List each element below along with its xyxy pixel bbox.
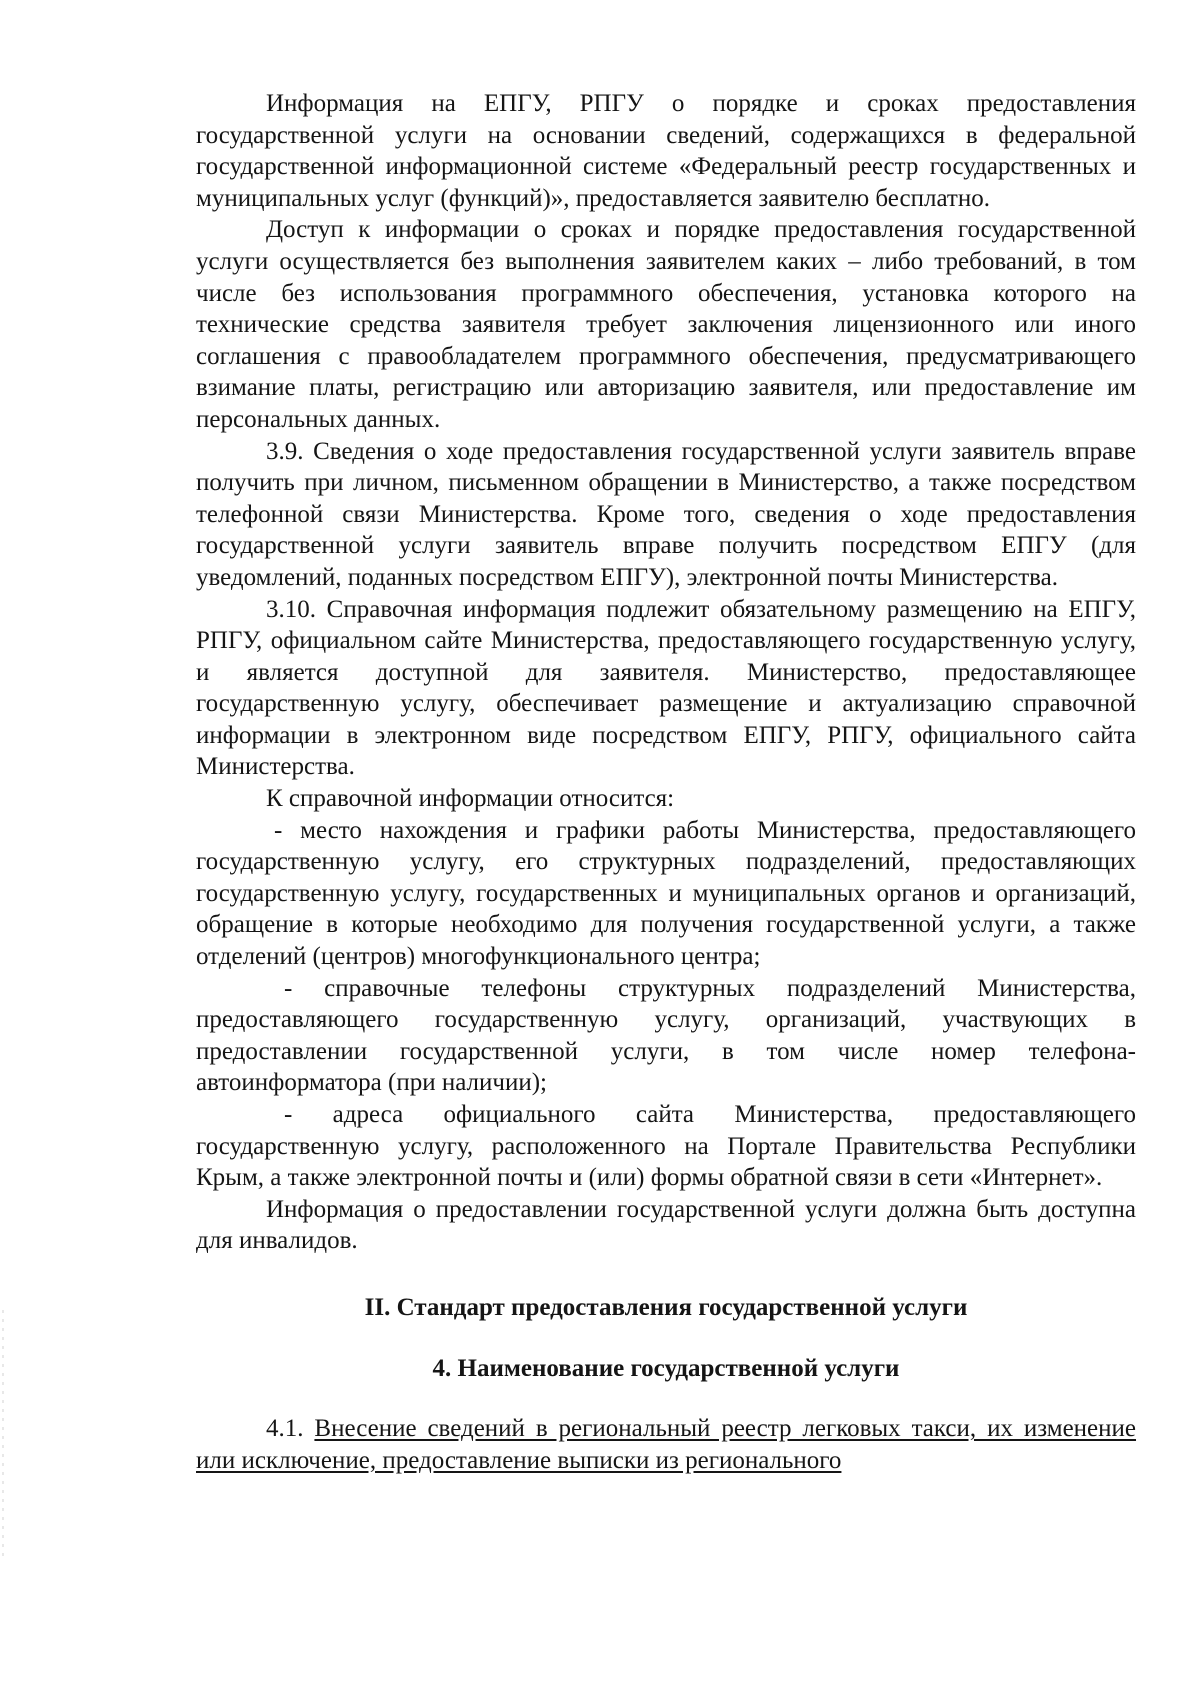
paragraph-accessibility: Информация о предоставлении государственной услуги должна быть доступна для инвалидов. xyxy=(196,1195,1136,1255)
underlined-service-name: Внесение сведений в региональный реестр легковых такси, их изменение или исключение, предоставление выписки из регионального xyxy=(196,1415,1137,1474)
paragraph-reference-intro: К справочной информации относится: xyxy=(266,785,675,813)
paragraph-4-1 xyxy=(196,1413,1136,1476)
paragraph-number: 4.1. xyxy=(266,1415,304,1443)
paragraph-epgu-info: Информация на ЕПГУ, РПГУ о порядке и сроках предоставления государственной услуги на основании сведений, содержащихся в федеральной государственной информационной системе «Федеральный реестр государственных и муниципальных услуг (функций)», предоставляется заявителю бесплатно. xyxy=(196,90,1136,212)
paragraph-3-9: 3.9. Сведения о ходе предоставления государственной услуги заявитель вправе получить при личном, письменном обращении в Министерство, а также посредством телефонной связи Министерства. Кроме того, сведения о ходе предоставления государственной услуги заявитель вправе получить посредством ЕПГУ (для уведомлений, поданных посредством ЕПГУ), электронной почты Министерства. xyxy=(196,437,1136,591)
paragraph-3-10: 3.10. Справочная информация подлежит обязательному размещению на ЕПГУ, РПГУ, официальном сайте Министерства, предоставляющего государственную услугу, и является доступной для заявителя. Министерство, предоставляющее государственную услугу, обеспечивает размещение и актуализацию справочной информации в электронном виде посредством ЕПГУ, РПГУ, официального сайта Министерства. xyxy=(196,595,1136,781)
list-item-phones: - справочные телефоны структурных подразделений Министерства, предоставляющего государственную услугу, организаций, участвующих в предоставлении государственной услуги, в том числе номер телефона-автоинформатора (при наличии); xyxy=(196,974,1136,1097)
section-heading: II. Стандарт предоставления государственной услуги xyxy=(364,1293,968,1321)
document-page xyxy=(196,88,1136,1476)
subsection-heading: 4. Наименование государственной услуги xyxy=(432,1354,900,1382)
scan-edge-artifact xyxy=(2,1310,4,1560)
list-item-location: - место нахождения и графики работы Министерства, предоставляющего государственную услугу, его структурных подразделений, предоставляющих государственную услугу, государственных и муниципальных органов и организаций, обращение в которые необходимо для получения государственной услуги, а также отделений (центров) многофункционального центра; xyxy=(196,816,1136,971)
paragraph-access-info: Доступ к информации о сроках и порядке предоставления государственной услуги осуществляется без выполнения заявителем каких – либо требований, в том числе без использования программного обеспечения, установка которого на технические средства заявителя требует заключения лицензионного или иного соглашения с правообладателем программного обеспечения, предусматривающего взимание платы, регистрацию или авторизацию заявителя, или предоставление им персональных данных. xyxy=(196,216,1136,433)
list-item-addresses: - адреса официального сайта Министерства, предоставляющего государственную услугу, расположенного на Портале Правительства Республики Крым, а также электронной почты и (или) формы обратной связи в сети «Интернет». xyxy=(196,1101,1136,1192)
